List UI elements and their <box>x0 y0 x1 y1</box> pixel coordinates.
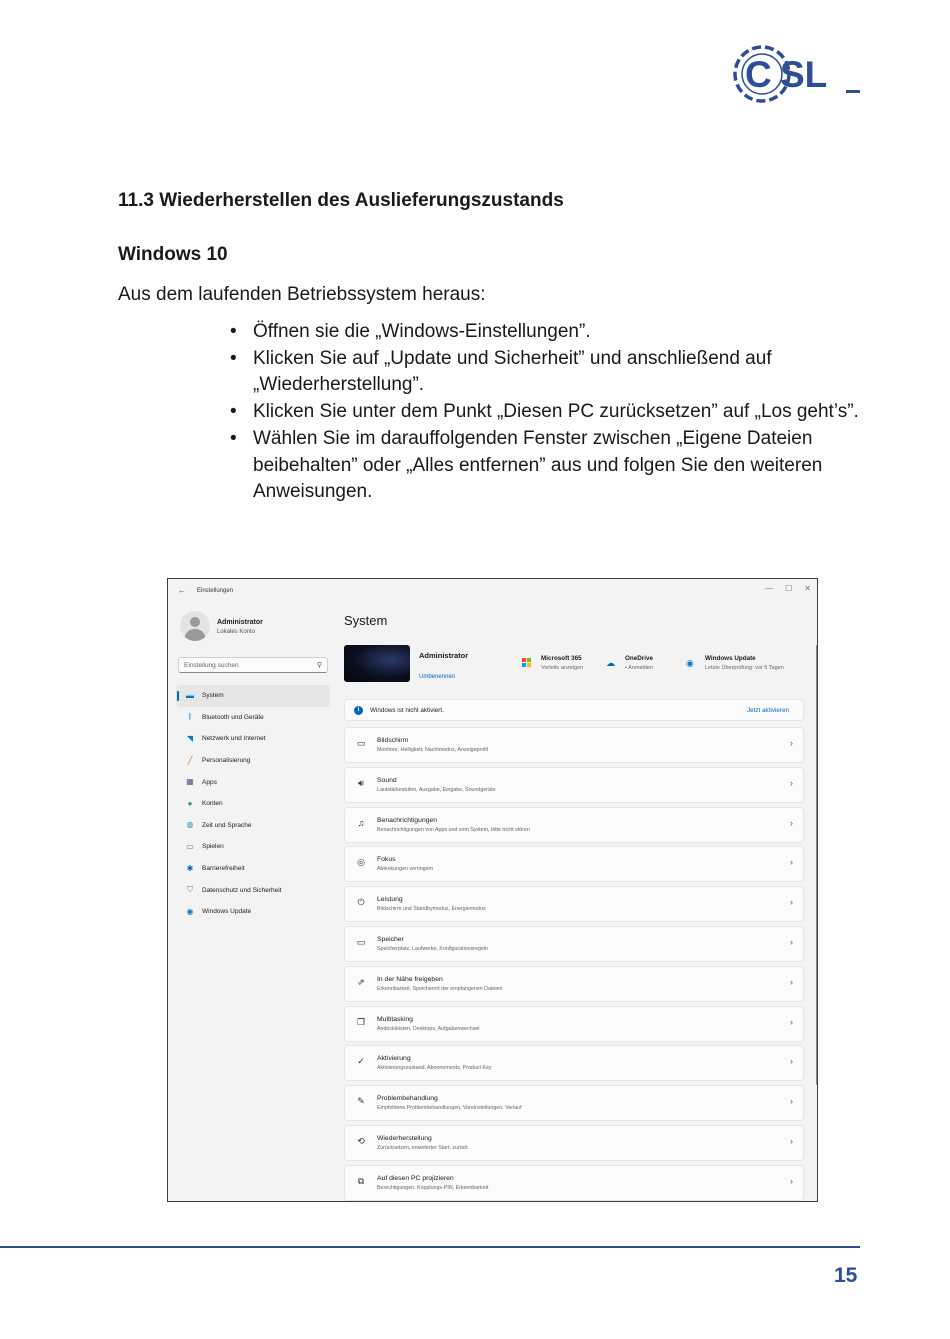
setting-row-storage[interactable]: ▭ Speicher Speicherplatz, Laufwerke, Konfigurationsregeln › <box>344 926 804 962</box>
activation-banner <box>344 699 804 721</box>
display-icon: ▭ <box>356 738 366 748</box>
chevron-right-icon: › <box>790 1175 793 1186</box>
info-icon: i <box>354 706 363 715</box>
share-icon: ⇗ <box>357 976 365 987</box>
setting-row-focus[interactable]: ◎ Fokus Ablenkungen verringern › <box>344 846 804 882</box>
window-controls <box>765 584 811 593</box>
globe-clock-icon: ◍ <box>186 820 194 830</box>
chevron-right-icon: › <box>790 1016 793 1027</box>
shield-icon: ⛉ <box>187 885 193 895</box>
wifi-icon: ◥ <box>186 733 194 743</box>
recovery-icon: ⟲ <box>357 1135 365 1146</box>
nav-item-gaming[interactable]: ▭ Spielen <box>176 836 330 858</box>
step-text: Klicken Sie unter dem Punkt „Diesen PC zurücksetzen” auf „Los geht’s”. <box>253 401 859 423</box>
apps-icon: ▦ <box>186 777 194 787</box>
setting-row-activation[interactable]: ✓ Aktivierung Aktivierungszustand, Abonnements, Product Key › <box>344 1045 804 1081</box>
gamepad-icon: ▭ <box>186 841 194 851</box>
svg-text:SL: SL <box>780 54 828 95</box>
bullet-icon: • <box>230 401 237 423</box>
instruction-step <box>228 319 868 346</box>
search-placeholder: Einstellung suchen <box>184 662 239 669</box>
setting-row-recovery[interactable]: ⟲ Wiederherstellung Zurücksetzen, erweiterter Start, zurück › <box>344 1125 804 1161</box>
device-summary: Administrator Umbenennen Microsoft 365 Vorteile anzeigen ☁ OneDrive • Anmelden ◉ Windows Update Letzte Überprüfung: vor 5 Tagen <box>344 645 804 685</box>
nav-item-bluetooth[interactable]: ᛒ Bluetooth und Geräte <box>176 707 330 729</box>
step-text: Klicken Sie auf „Update und Sicherheit” und anschließend auf „Wiederherstellung”. <box>253 347 772 396</box>
storage-icon: ▭ <box>356 936 366 947</box>
nav-item-windows-update[interactable]: ◉ Windows Update <box>176 901 330 923</box>
setting-row-project[interactable]: ⧉ Auf diesen PC projizieren Berechtigungen, Kopplungs-PIN, Erkennbarkeit › <box>344 1165 804 1201</box>
bluetooth-icon: ᛒ <box>187 712 193 722</box>
windows-update-icon: ◉ <box>686 658 694 668</box>
back-arrow-icon[interactable]: ← <box>178 586 186 595</box>
step-text: Wählen Sie im darauffolgenden Fenster zwischen „Eigene Dateien beibehalten” oder „Alles entfernen” aus und folgen Sie den weiteren Anweisungen. <box>253 427 823 503</box>
section-heading: 11.3 Wiederherstellen des Auslieferungszustands <box>118 190 564 211</box>
accessibility-icon: ✱ <box>186 863 194 873</box>
user-name: Administrator <box>217 619 263 626</box>
scrollbar[interactable] <box>816 645 818 1085</box>
bullet-icon: • <box>230 427 237 449</box>
account-type: Lokales Konto <box>217 629 256 635</box>
settings-search-input[interactable] <box>178 657 328 673</box>
chevron-right-icon: › <box>790 777 793 788</box>
close-icon[interactable]: ✕ <box>804 584 811 593</box>
focus-icon: ◎ <box>357 857 365 868</box>
settings-screenshot <box>167 578 818 1202</box>
wrench-icon: ✎ <box>357 1096 365 1107</box>
check-circle-icon: ✓ <box>357 1056 365 1067</box>
setting-row-notifications[interactable]: ♫ Benachrichtigungen Benachrichtigungen von Apps und vom System, bitte nicht stören › <box>344 807 804 843</box>
search-icon: ⚲ <box>316 662 322 669</box>
project-icon: ⧉ <box>357 1175 365 1186</box>
bell-icon: ♫ <box>357 817 365 828</box>
chevron-right-icon: › <box>790 857 793 868</box>
setting-row-nearby-sharing[interactable]: ⇗ In der Nähe freigeben Erkennbarkeit, Speicherort der empfangenen Dateien › <box>344 966 804 1002</box>
device-name: Administrator <box>419 651 469 660</box>
nav-item-system[interactable]: ▬ System <box>176 685 330 707</box>
brush-icon: ╱ <box>187 755 193 765</box>
chevron-right-icon: › <box>790 936 793 947</box>
svg-text:C: C <box>745 54 772 95</box>
page-number: 15 <box>834 1264 858 1287</box>
desktop-wallpaper-thumbnail <box>344 645 410 682</box>
setting-row-display[interactable]: ▭ Bildschirm Monitore, Helligkeit, Nachtmodus, Anzeigeprofil › <box>344 727 804 763</box>
bullet-icon: • <box>230 347 237 369</box>
chevron-right-icon: › <box>790 897 793 908</box>
setting-row-multitasking[interactable]: ❐ Multitasking Andockleisten, Desktops, Aufgabenwechsel › <box>344 1006 804 1042</box>
nav-item-personalization[interactable]: ╱ Personalisierung <box>176 750 330 772</box>
chevron-right-icon: › <box>790 1135 793 1146</box>
instruction-list <box>228 319 868 506</box>
window-title: Einstellungen <box>197 588 234 594</box>
step-text: Öffnen sie die „Windows-Einstellungen”. <box>253 321 591 342</box>
instruction-step <box>228 346 868 399</box>
update-icon: ◉ <box>186 906 194 916</box>
windows-version-heading: Windows 10 <box>118 244 228 265</box>
microsoft-365-icon <box>522 658 531 667</box>
page-title: System <box>344 613 388 628</box>
window-titlebar <box>168 579 817 603</box>
power-icon: ⏻ <box>357 897 365 908</box>
avatar <box>180 611 210 641</box>
nav-item-time-language[interactable]: ◍ Zeit und Sprache <box>176 815 330 837</box>
setting-row-troubleshoot[interactable]: ✎ Problembehandlung Empfohlene Problembehandlungen, Voreinstellungen, Verlauf › <box>344 1085 804 1121</box>
chevron-right-icon: › <box>790 1056 793 1067</box>
nav-item-network[interactable]: ◥ Netzwerk und Internet <box>176 728 330 750</box>
footer-divider <box>0 1246 860 1248</box>
onedrive-icon: ☁ <box>606 658 615 668</box>
nav-item-apps[interactable]: ▦ Apps <box>176 771 330 793</box>
speaker-icon: 🔊︎ <box>358 777 364 788</box>
user-profile[interactable] <box>180 611 340 645</box>
multitasking-icon: ❐ <box>356 1016 366 1027</box>
instruction-step <box>228 426 868 506</box>
rename-link[interactable]: Umbenennen <box>419 674 456 680</box>
bullet-icon: • <box>230 321 237 342</box>
minimize-icon[interactable]: — <box>765 584 774 593</box>
nav-item-accessibility[interactable]: ✱ Barrierefreiheit <box>176 858 330 880</box>
settings-nav <box>176 685 330 923</box>
activate-now-link[interactable]: Jetzt aktivieren <box>747 707 789 714</box>
nav-item-privacy[interactable]: ⛉ Datenschutz und Sicherheit <box>176 879 330 901</box>
chevron-right-icon: › <box>790 1096 793 1107</box>
activation-message: Windows ist nicht aktiviert. <box>370 707 444 714</box>
settings-list <box>344 727 804 1202</box>
chevron-right-icon: › <box>790 976 793 987</box>
setting-row-power[interactable]: ⏻ Leistung Bildschirm und Standbymodus, Energiemodus › <box>344 886 804 922</box>
maximize-icon[interactable]: ☐ <box>785 584 793 593</box>
chevron-right-icon: › <box>790 817 793 828</box>
nav-item-accounts[interactable]: ● Konten <box>176 793 330 815</box>
setting-row-sound[interactable]: 🔊︎ Sound Lautstärkestufen, Ausgabe, Eingabe, Soundgeräte › <box>344 767 804 803</box>
chevron-right-icon: › <box>790 738 793 748</box>
person-icon: ● <box>187 798 193 808</box>
instruction-step <box>228 399 868 426</box>
intro-text: Aus dem laufenden Betriebssystem heraus: <box>118 284 486 305</box>
monitor-icon: ▬ <box>186 690 194 700</box>
csl-logo <box>728 40 862 110</box>
